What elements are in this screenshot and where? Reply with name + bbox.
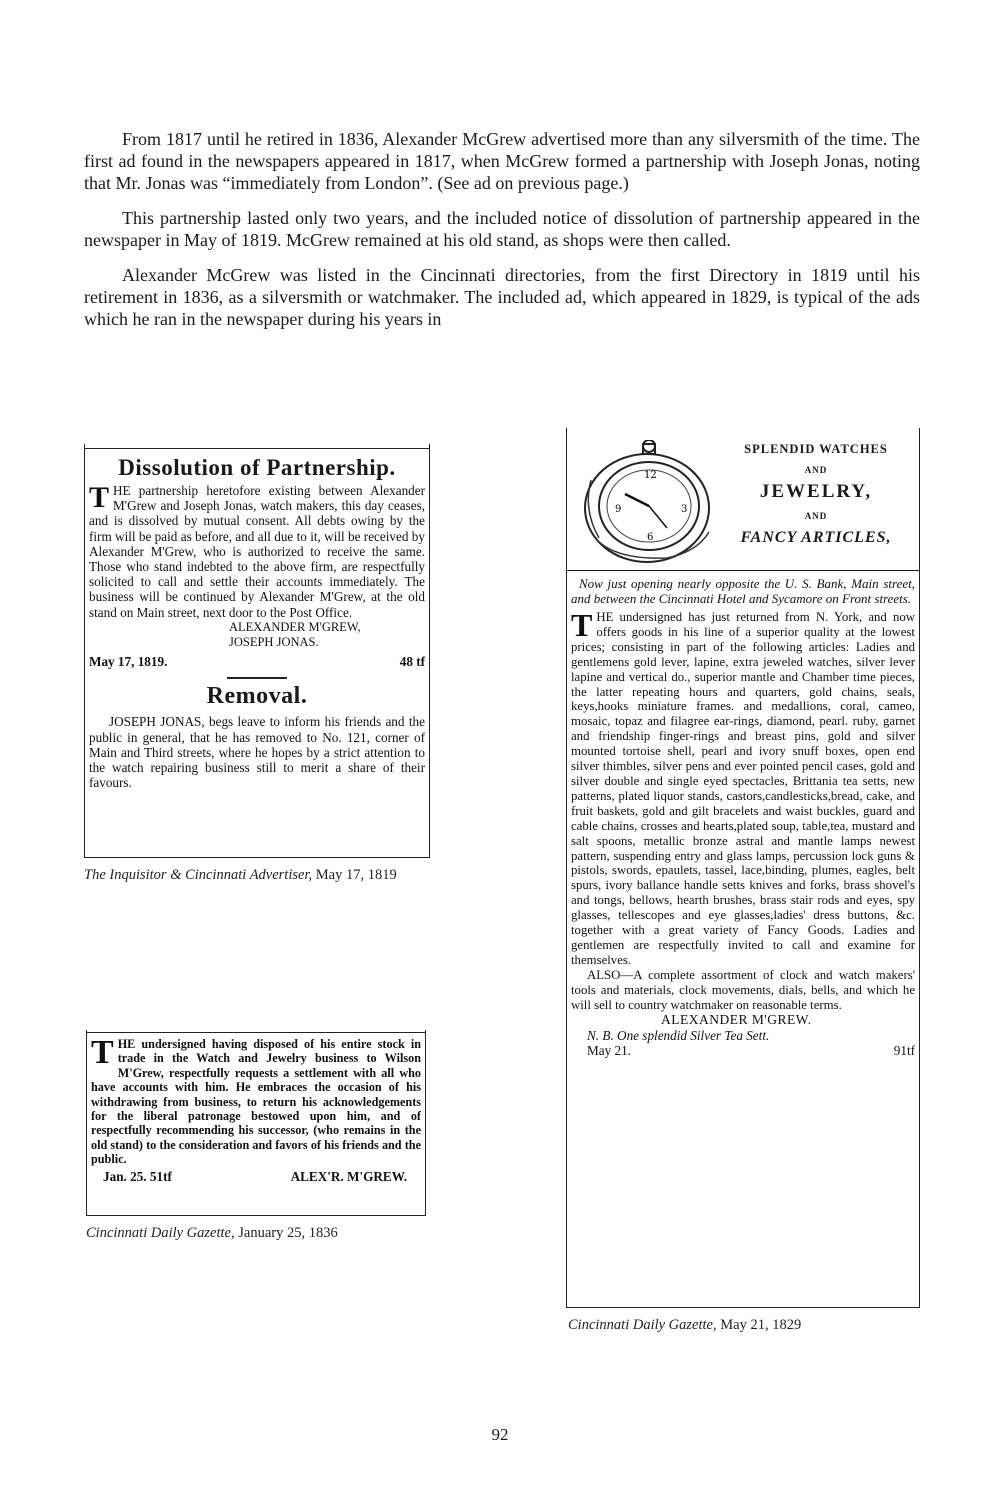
dissolution-caption-date: May 17, 1819 xyxy=(315,867,397,883)
watches-caption xyxy=(568,1316,908,1334)
svg-text:9: 9 xyxy=(615,504,622,515)
pocket-watch-icon xyxy=(577,440,717,564)
jewelry-title: JEWELRY, xyxy=(759,481,873,502)
dissolution-caption-source: The Inquisitor & Cincinnati Advertiser, xyxy=(84,867,313,883)
dissolution-heading: Dissolution of Partnership. xyxy=(118,455,396,480)
fancy-articles-title: FANCY ARTICLES, xyxy=(740,529,892,546)
disposal-signature: ALEX'R. M'GREW. xyxy=(290,1168,407,1184)
watches-signature: ALEXANDER M'GREW. xyxy=(661,1012,812,1028)
intro-paragraph-2: This partnership lasted only two years, and the included notice of dissolution of partnership appeared in the newspaper in May of 1819. McGrew remained at his old stand, as shops were then called. xyxy=(84,208,920,250)
watches-caption-source: Cincinnati Daily Gazette, xyxy=(568,1317,717,1333)
and-label: AND xyxy=(804,465,828,475)
watches-nb: N. B. One splendid Silver Tea Sett. xyxy=(587,1027,770,1043)
dissolution-caption xyxy=(84,866,414,884)
watches-text: HE undersigned has just returned from N. York, and now offers goods in his line of a superior quality at the lowest prices; consisting in part of the following articles: Ladies and gentlemens gold lever, lapine, extra jeweled watches, silver lever lapine and vertical do., superior mantle and Chamber time pieces, the latter repeating hours and quarters, gold chains, seals, keys,hooks miniature frames. and medallions, coral, cameo, mosaic, topaz and filagree ear-rings, diamond, pearl. ruby, garnet and friendship finger-rings and breast pins, gold and silver mounted tortoise shell, pearl and ivory snuff boxes, open end silver thimbles, silver pens and ever pointed pencil cases, gold and silver double and single eyed spectacles, Brittania tea setts, new patterns, plated liquor stands, castors,candlesticks,bread, cake, and fruit baskets, gold and gilt bracelets and waist buckles, guard and cable chains, crosses and hearts,plated soup, table,tea, mustard and salt spoons, metallic bronze astral and mantle lamps newest pattern, suspending entry and glass lamps, percussion lock guns & pistols, swords, epaulets, tassel, lace,binding, plumes, eagles, belt spurs, ivory ballance handle setts knives and forks, brass shovel's and tongs, bellows, hearth brushes, brass stair rods and eyes, spy glasses, tellescopes and eye glasses,ladies' dress buttons, &c. together with a great variety of Fancy Goods. Ladies and gentlemen are respectfully invited to call and examine for themselves. xyxy=(571,610,915,967)
watches-date: May 21. xyxy=(587,1042,631,1058)
watches-title: SPLENDID WATCHES xyxy=(744,442,888,456)
dissolution-code: 48 tf xyxy=(399,654,425,670)
dissolution-date: May 17, 1819. xyxy=(89,654,168,670)
watches-also: ALSO—A complete assortment of clock and watch makers' tools and materials, clock movements, dials, bells, and which he will sell to country watchmaker on reasonable terms. xyxy=(571,967,915,1012)
intro-text xyxy=(84,128,920,343)
svg-text:3: 3 xyxy=(681,504,688,515)
svg-text:12: 12 xyxy=(644,470,657,481)
disposal-caption-source: Cincinnati Daily Gazette, xyxy=(86,1225,235,1241)
disposal-date: Jan. 25. 51tf xyxy=(103,1168,172,1184)
and-label: AND xyxy=(804,511,828,521)
dissolution-body xyxy=(89,483,425,620)
watches-body xyxy=(571,607,915,968)
removal-body: JOSEPH JONAS, begs leave to inform his friends and the public in general, that he has removed to No. 121, corner of Main and Third streets, where he hopes by a strict attention to the watch repairing business still to merit a share of their favours. xyxy=(89,714,425,791)
dissolution-ad xyxy=(84,444,430,858)
removal-heading: Removal. xyxy=(206,683,308,710)
watches-code: 91tf xyxy=(893,1042,915,1058)
intro-paragraph-3: Alexander McGrew was listed in the Cincinnati directories, from the first Directory in 1819 until his retirement in 1836, as a silversmith or watchmaker. The included ad, which appeared in 1829, is typical of the ads which he ran in the newspaper during his years in xyxy=(84,265,920,329)
dropcap: T xyxy=(89,481,110,514)
intro-paragraph-1: From 1817 until he retired in 1836, Alexander McGrew advertised more than any silversmith of the time. The first ad found in the newspapers appeared in 1817, when McGrew formed a partnership with Joseph Jonas, noting that Mr. Jonas was “immediately from London”. (See ad on previous page.) xyxy=(84,129,920,193)
disposal-body xyxy=(91,1034,421,1167)
disposal-caption xyxy=(86,1224,426,1242)
dropcap: T xyxy=(571,607,593,643)
disposal-ad xyxy=(86,1030,426,1216)
watches-subtitle: Now just opening nearly opposite the U. S. Bank, Main street, and between the Cincinnati Hotel and Sycamore on Front streets. xyxy=(571,576,915,606)
dropcap: T xyxy=(91,1034,114,1071)
watches-caption-date: May 21, 1829 xyxy=(720,1317,802,1333)
disposal-caption-date: January 25, 1836 xyxy=(238,1225,338,1241)
dissolution-text: HE partnership heretofore existing between Alexander M'Grew and Joseph Jonas, watch makers, this day ceases, and is dissolved by mutual consent. All debts owing by the firm will be paid as before, and all due to it, will be received by Alexander M'Grew, who is authorized to receive the same. Those who stand indebted to the above firm, are respectfully solicited to call and settle their accounts immediately. The business will be continued by Alexander M'Grew, at the old stand on Main street, next door to the Post Office. xyxy=(89,483,425,620)
page-number: 92 xyxy=(491,1425,509,1444)
svg-text:6: 6 xyxy=(647,532,654,543)
watches-ad xyxy=(566,428,920,1308)
dissolution-signature-1: ALEXANDER M'GREW, xyxy=(229,619,361,634)
dissolution-signature-2: JOSEPH JONAS. xyxy=(229,635,319,650)
divider xyxy=(227,677,287,679)
disposal-text: HE undersigned having disposed of his entire stock in trade in the Watch and Jewelry business to Wilson M'Grew, respectfully requests a settlement with all who have accounts with him. He embraces the occasion of his withdrawing from business, to return his acknowledgements for the liberal patronage bestowed upon him, and of respectfully recommending his successor, (who remains in the old stand) to the consideration and favors of his friends and the public. xyxy=(91,1037,421,1167)
